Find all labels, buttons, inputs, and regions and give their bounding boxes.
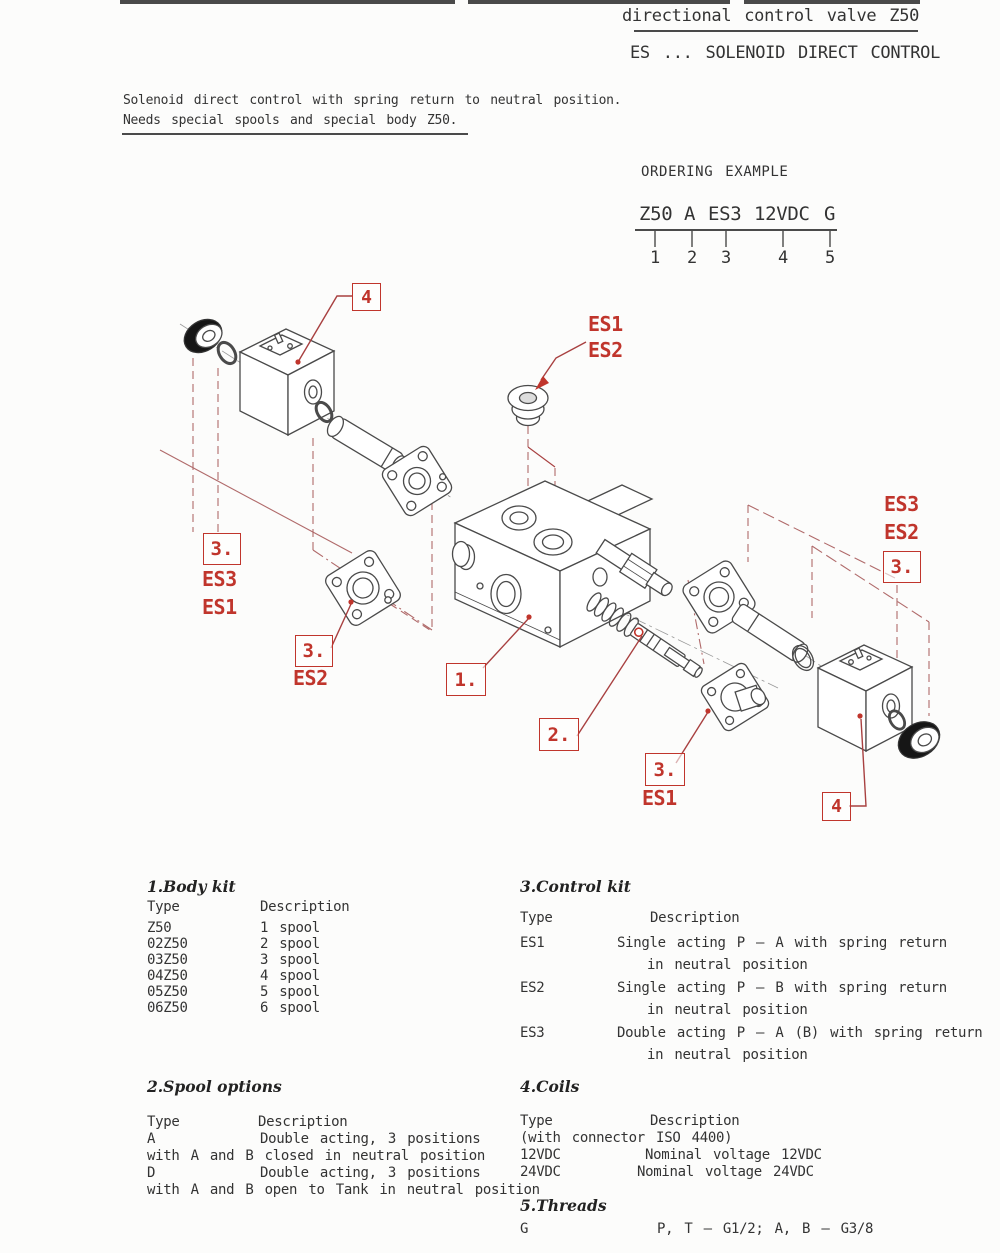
callout-box-3-left: 3.: [203, 533, 241, 565]
body-kit-desc: 2 spool: [260, 936, 320, 952]
control-kit-desc: Single acting P – A with spring return: [617, 935, 947, 951]
body-kit-col-desc: Description: [260, 899, 350, 915]
callout-es2-right: ES2: [884, 520, 919, 544]
control-kit-note: in neutral position: [647, 957, 808, 973]
control-kit-type: ES2: [520, 980, 545, 996]
control-kit-note: in neutral position: [647, 1047, 808, 1063]
callout-es2-top: ES2: [588, 338, 623, 362]
control-kit-note: in neutral position: [647, 1002, 808, 1018]
coils-type: 12VDC: [520, 1147, 561, 1163]
coils-col-desc: Description: [650, 1113, 740, 1129]
page-subtitle: ES ... SOLENOID DIRECT CONTROL: [630, 43, 941, 63]
body-kit-type: 05Z50: [147, 984, 188, 1000]
callout-box-1: 1.: [446, 663, 486, 696]
ordering-code-4: 12VDC: [754, 203, 810, 225]
callout-es1-left: ES1: [202, 595, 237, 619]
callout-es3-right: ES3: [884, 492, 919, 516]
coils-type: 24VDC: [520, 1164, 561, 1180]
control-kit-desc: Double acting P – A (B) with spring return: [617, 1025, 983, 1041]
spool-options-desc: Double acting, 3 positions: [260, 1131, 481, 1147]
spool-options-col-type: Type: [147, 1114, 180, 1130]
ordering-code-1: Z50: [639, 203, 673, 225]
callout-box-4-left: 4: [352, 283, 381, 311]
spool-options-title: 2.Spool options: [147, 1077, 282, 1096]
intro-line-2: Needs special spools and special body Z50.: [123, 113, 458, 128]
ordering-heading: ORDERING EXAMPLE: [641, 164, 789, 180]
body-kit-title: 1.Body kit: [147, 877, 236, 896]
callout-es2-mid: ES2: [293, 666, 328, 690]
body-kit-type: 02Z50: [147, 936, 188, 952]
coils-subnote: (with connector ISO 4400): [520, 1130, 733, 1146]
ordering-pos-5: 5: [825, 248, 835, 268]
spool-options-type: A: [147, 1131, 156, 1147]
threads-type: G: [520, 1221, 529, 1237]
control-kit-col-type: Type: [520, 910, 553, 926]
coils-desc: Nominal voltage 24VDC: [637, 1164, 814, 1180]
ordering-code-2: A: [684, 203, 696, 225]
body-kit-desc: 4 spool: [260, 968, 320, 984]
callout-es3-left: ES3: [202, 567, 237, 591]
callout-es1-bottom: ES1: [642, 786, 677, 810]
body-kit-desc: 1 spool: [260, 920, 320, 936]
ordering-code-5: G: [824, 203, 836, 225]
spool-options-note: with A and B closed in neutral position: [147, 1148, 486, 1164]
page-title: directional control valve Z50: [622, 6, 920, 26]
body-kit-type: 04Z50: [147, 968, 188, 984]
control-kit-title: 3.Control kit: [520, 877, 631, 896]
body-kit-type: Z50: [147, 920, 172, 936]
callout-box-2: 2.: [539, 718, 579, 751]
body-kit-type: 03Z50: [147, 952, 188, 968]
body-kit-desc: 3 spool: [260, 952, 320, 968]
ordering-pos-2: 2: [687, 248, 697, 268]
callout-box-4-right: 4: [822, 792, 851, 821]
threads-title: 5.Threads: [520, 1196, 607, 1215]
body-kit-type: 06Z50: [147, 1000, 188, 1016]
control-kit-col-desc: Description: [650, 910, 740, 926]
callout-box-3-right: 3.: [883, 551, 921, 583]
control-kit-type: ES1: [520, 935, 545, 951]
callout-es1-top: ES1: [588, 312, 623, 336]
spool-options-desc: Double acting, 3 positions: [260, 1165, 481, 1181]
threads-desc: P, T – G1/2; A, B – G3/8: [657, 1221, 874, 1237]
coils-title: 4.Coils: [520, 1077, 580, 1096]
ordering-pos-4: 4: [778, 248, 788, 268]
callout-box-3-es2: 3.: [295, 635, 333, 667]
control-kit-type: ES3: [520, 1025, 545, 1041]
control-kit-desc: Single acting P – B with spring return: [617, 980, 947, 996]
body-kit-col-type: Type: [147, 899, 180, 915]
callout-box-3-es1: 3.: [645, 753, 685, 786]
spool-options-type: D: [147, 1165, 156, 1181]
body-kit-desc: 6 spool: [260, 1000, 320, 1016]
ordering-pos-1: 1: [650, 248, 660, 268]
spool-options-col-desc: Description: [258, 1114, 348, 1130]
spool-options-note: with A and B open to Tank in neutral position: [147, 1182, 540, 1198]
ordering-code-3: ES3: [708, 203, 742, 225]
intro-line-1: Solenoid direct control with spring return to neutral position.: [123, 93, 622, 108]
body-kit-desc: 5 spool: [260, 984, 320, 1000]
coils-col-type: Type: [520, 1113, 553, 1129]
coils-desc: Nominal voltage 12VDC: [645, 1147, 822, 1163]
ordering-pos-3: 3: [721, 248, 731, 268]
